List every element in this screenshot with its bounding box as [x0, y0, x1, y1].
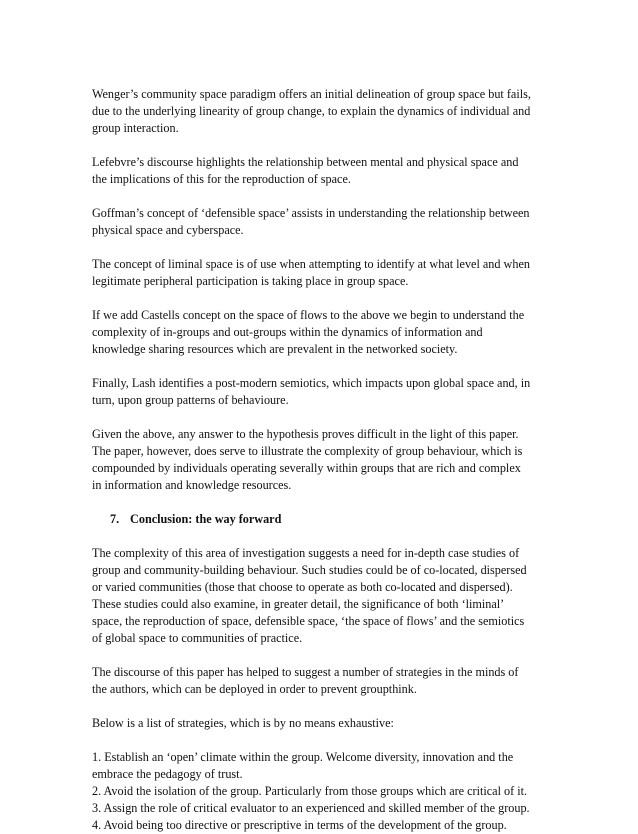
- list-item-continuation: embrace the pedagogy of trust.: [92, 767, 243, 781]
- text-line: If we add Castells concept on the space of flows to the above we begin to understand the: [92, 308, 525, 322]
- paragraph-wenger: [92, 86, 552, 137]
- text-line: The complexity of this area of investigation suggests a need for in-depth case studies of: [92, 546, 520, 560]
- text-line: knowledge sharing resources which are prevalent in the networked society.: [92, 342, 458, 356]
- text-line: Wenger’s community space paradigm offers an initial delineation of group space but fails,: [92, 87, 531, 101]
- text-line: The discourse of this paper has helped to suggest a number of strategies in the minds of: [92, 665, 519, 679]
- section-heading: [92, 511, 552, 528]
- text-line: the authors, which can be deployed in order to prevent groupthink.: [92, 682, 417, 696]
- text-line: physical space and cyberspace.: [92, 223, 244, 237]
- text-line: legitimate peripheral participation is taking place in group space.: [92, 274, 409, 288]
- text-line: the implications of this for the reproduction of space.: [92, 172, 351, 186]
- text-line: The concept of liminal space is of use when attempting to identify at what level and when: [92, 257, 530, 271]
- text-line: Below is a list of strategies, which is by no means exhaustive:: [92, 716, 394, 730]
- text-line: These studies could also examine, in greater detail, the significance of both ‘liminal’: [92, 597, 505, 611]
- list-item: 3. Assign the role of critical evaluator to an experienced and skilled member of the group.: [92, 801, 530, 815]
- section-number: 7.: [110, 512, 120, 526]
- strategy-list: [92, 749, 552, 834]
- text-line: or varied communities (those that choose to operate as both co-located and dispersed).: [92, 580, 513, 594]
- text-line: group and community-building behaviour. Such studies could be of co-located, dispersed: [92, 563, 527, 577]
- paragraph-lash: [92, 375, 552, 409]
- paragraph-goffman: [92, 205, 552, 239]
- text-line: compounded by individuals operating severally within groups that are rich and complex: [92, 461, 521, 475]
- list-item: 1. Establish an ‘open’ climate within the group. Welcome diversity, innovation and the: [92, 750, 514, 764]
- text-line: Given the above, any answer to the hypothesis proves difficult in the light of this paper.: [92, 427, 519, 441]
- text-line: space, the reproduction of space, defensible space, ‘the space of flows’ and the semiotics: [92, 614, 525, 628]
- paragraph-list-intro: [92, 715, 552, 732]
- paragraph-liminal-space: [92, 256, 552, 290]
- text-line: complexity of in-groups and out-groups within the dynamics of information and: [92, 325, 483, 339]
- paragraph-hypothesis: [92, 426, 552, 494]
- text-line: group interaction.: [92, 121, 179, 135]
- page-body: [92, 86, 552, 834]
- text-line: due to the underlying linearity of group change, to explain the dynamics of individual and: [92, 104, 531, 118]
- list-item: 4. Avoid being too directive or prescriptive in terms of the development of the group.: [92, 818, 507, 832]
- section-title: Conclusion: the way forward: [130, 512, 282, 526]
- paragraph-lefebvre: [92, 154, 552, 188]
- text-line: in information and knowledge resources.: [92, 478, 292, 492]
- paragraph-case-studies: [92, 545, 552, 647]
- text-line: turn, upon group patterns of behavioure.: [92, 393, 289, 407]
- text-line: Goffman’s concept of ‘defensible space’ assists in understanding the relationship between: [92, 206, 530, 220]
- list-item: 2. Avoid the isolation of the group. Particularly from those groups which are critical of it.: [92, 784, 528, 798]
- text-line: The paper, however, does serve to illustrate the complexity of group behaviour, which is: [92, 444, 523, 458]
- text-line: Lefebvre’s discourse highlights the relationship between mental and physical space and: [92, 155, 519, 169]
- text-line: Finally, Lash identifies a post-modern semiotics, which impacts upon global space and, in: [92, 376, 531, 390]
- text-line: of global space to communities of practice.: [92, 631, 303, 645]
- paragraph-castells: [92, 307, 552, 358]
- paragraph-strategies-intro: [92, 664, 552, 698]
